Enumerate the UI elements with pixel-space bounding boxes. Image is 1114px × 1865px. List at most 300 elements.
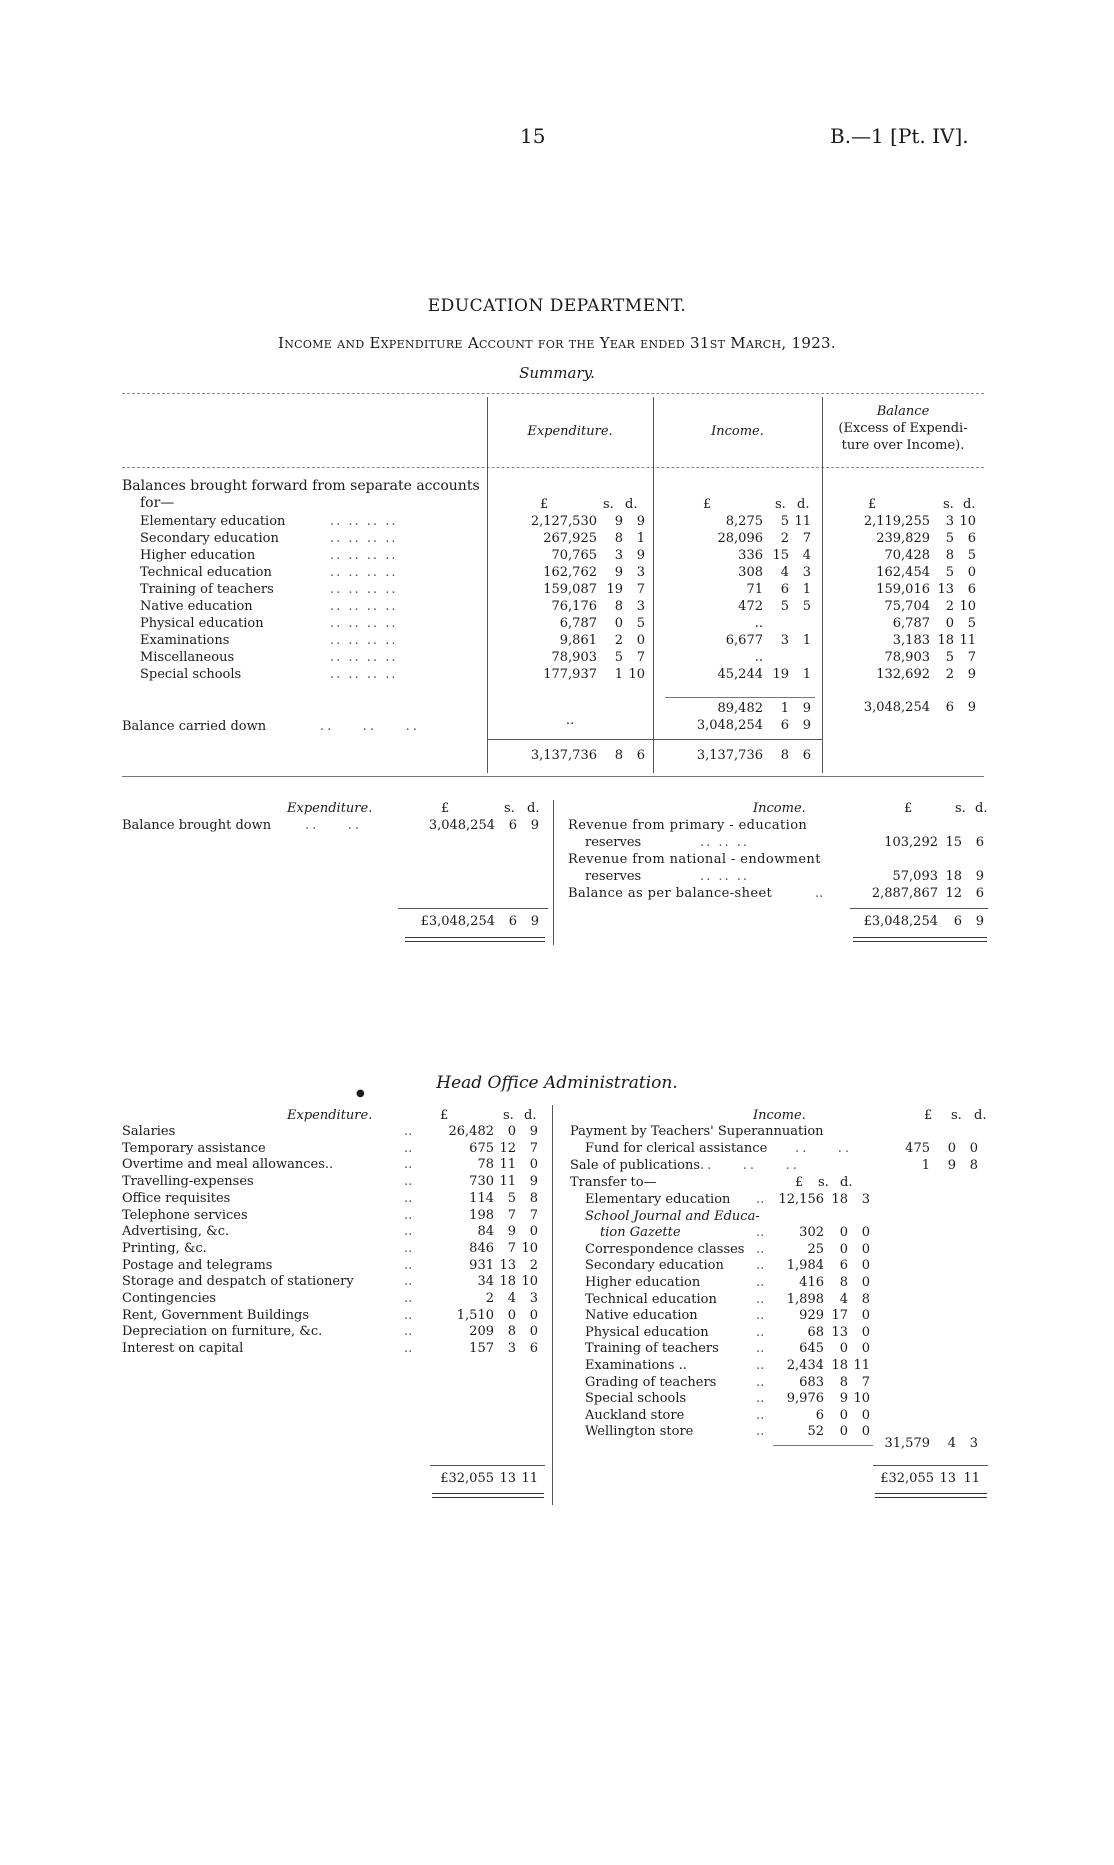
ho-payment-s: 0 <box>947 1141 956 1156</box>
balance-income-amount: 57,093 <box>892 869 938 884</box>
summary-row-label: Training of teachers <box>140 582 274 597</box>
summary-row-exp-d: 3 <box>636 565 645 580</box>
ho-transfer-s: 4 <box>839 1291 848 1307</box>
ho-transfer-s: 8 <box>839 1275 848 1290</box>
balance-exp-total-rule <box>398 908 548 909</box>
ho-transfer-s: 0 <box>839 1424 848 1440</box>
summary-row-inc: 71 <box>746 582 763 597</box>
balance-income-line <box>0 852 1114 869</box>
summary-exp-d: d. <box>625 497 638 512</box>
ho-expenditure-label: Telephone services <box>122 1207 248 1223</box>
summary-row-bal-s: 8 <box>945 548 954 563</box>
ho-inc-total-rule <box>873 1465 988 1466</box>
balance-income-s: 18 <box>945 869 962 884</box>
ho-expenditure-d: 6 <box>529 1341 538 1357</box>
ho-expenditure-s: 11 <box>499 1174 516 1190</box>
leader-dots: .. <box>756 1374 765 1390</box>
summary-row-bal-s: 5 <box>945 650 954 665</box>
summary-row-bal-s: 5 <box>945 531 954 546</box>
balance-income-line-cont <box>0 835 1114 852</box>
ho-expenditure-d: 0 <box>529 1307 538 1323</box>
leader-dots: .. .. .. .. <box>330 514 398 529</box>
ho-transfer-d: d. <box>840 1175 853 1190</box>
ho-transfer-label: Training of teachers <box>585 1341 719 1357</box>
ho-expenditure-amount: 2 <box>485 1291 494 1306</box>
summary-carried-inc-d: 9 <box>802 718 811 733</box>
ho-expenditure-label: Postage and telegrams <box>122 1257 273 1273</box>
balance-inc-total-s: 6 <box>953 914 962 929</box>
ho-transfer-row <box>0 1292 1114 1309</box>
ho-exp-heading: Expenditure. <box>287 1108 373 1123</box>
summary-row-inc-s: 19 <box>772 667 789 682</box>
leader-dots: .. <box>404 1224 413 1240</box>
ho-expenditure-amount: 26,482 <box>448 1124 494 1139</box>
leader-dots: .. <box>404 1324 413 1340</box>
leader-dots: .. .. .. .. <box>330 667 398 682</box>
summary-income-subtotal-s: 1 <box>780 701 789 716</box>
summary-row-exp-s: 0 <box>614 616 623 631</box>
ho-transfer-s: 6 <box>839 1258 848 1274</box>
summary-row-label: Examinations <box>140 633 230 648</box>
summary-row-inc-s: 5 <box>780 599 789 614</box>
balance-income-d: 6 <box>975 835 984 850</box>
ho-transfer-label: Elementary education <box>585 1192 731 1207</box>
ho-exp-double-rule <box>432 1493 544 1498</box>
summary-row-inc-d: 7 <box>802 531 811 546</box>
ho-payment-line1: Payment by Teachers' Superannuation <box>570 1124 824 1139</box>
summary-row-bal-d: 9 <box>967 667 976 682</box>
leader-dots: .. <box>756 1324 765 1340</box>
ho-transfer-label: Grading of teachers <box>585 1374 717 1390</box>
leader-dots: .. <box>404 1307 413 1323</box>
ho-expenditure-label: Office requisites <box>122 1190 231 1206</box>
summary-bottom-rule <box>122 776 984 777</box>
summary-row-inc: 308 <box>738 565 763 580</box>
summary-total-inc-d: 6 <box>802 748 811 763</box>
ho-transfer-s: 0 <box>839 1241 848 1257</box>
summary-row-exp: 6,787 <box>559 616 597 631</box>
summary-total-exp-s: 8 <box>614 748 623 763</box>
balance-exp-d: d. <box>527 801 540 816</box>
balance-income-line <box>0 886 1114 903</box>
leader-dots: .. <box>404 1207 413 1223</box>
leader-dots: .. <box>404 1157 413 1173</box>
ho-inc-heading: Income. <box>753 1108 806 1123</box>
ho-transfer-amount: 683 <box>799 1374 824 1390</box>
ho-expenditure-row <box>0 1174 1114 1191</box>
ho-expenditure-s: 3 <box>507 1341 516 1357</box>
ho-transfer-label: Wellington store <box>585 1424 694 1440</box>
balance-inc-pound: £ <box>904 801 913 816</box>
document-reference: B.—1 [Pt. IV]. <box>830 124 969 148</box>
ho-expenditure-label: Travelling-expenses <box>122 1174 254 1190</box>
balance-exp-total: £3,048,254 <box>420 914 495 929</box>
summary-row-exp-d: 5 <box>636 616 645 631</box>
summary-row-exp: 2,127,530 <box>530 514 597 529</box>
ho-transfer-s: 0 <box>839 1407 848 1423</box>
ho-transfer-d: 0 <box>861 1424 870 1440</box>
ho-expenditure-amount: 34 <box>477 1274 494 1290</box>
ho-expenditure-s: 4 <box>507 1291 516 1306</box>
ho-transfer-d: 0 <box>861 1258 870 1274</box>
balance-income-line <box>0 818 1114 835</box>
ho-transfer-amount: 12,156 <box>778 1192 824 1207</box>
summary-col-balance-line2: (Excess of Expendi- <box>838 421 968 436</box>
leader-dots: .. <box>756 1407 765 1423</box>
leader-dots: .. <box>756 1241 765 1257</box>
summary-row-exp: 9,861 <box>559 633 597 648</box>
ho-exp-total-d: 11 <box>521 1471 538 1486</box>
ho-transfer-label: Secondary education <box>585 1258 724 1274</box>
leader-dots: .. <box>756 1225 765 1241</box>
ho-expenditure-d: 0 <box>529 1157 538 1173</box>
ho-transfer-label: tion Gazette <box>600 1225 681 1241</box>
ho-expenditure-s: 18 <box>499 1274 516 1290</box>
ho-transfer-amount: 302 <box>799 1225 824 1241</box>
summary-row-bal: 3,183 <box>892 633 930 648</box>
summary-bal-pound: £ <box>868 497 877 512</box>
ho-transfer-amount: 1,898 <box>786 1291 824 1307</box>
summary-row-bal: 2,119,255 <box>863 514 930 529</box>
leader-dots: .. <box>756 1308 765 1324</box>
leader-dots: .. <box>756 1275 765 1290</box>
summary-row <box>0 599 1114 616</box>
summary-row-inc: 6,677 <box>725 633 763 648</box>
ho-expenditure-amount: 730 <box>469 1174 494 1190</box>
ho-transfer-s: 0 <box>839 1341 848 1357</box>
summary-row-bal: 132,692 <box>876 667 930 682</box>
leader-dots: .. <box>404 1274 413 1290</box>
summary-row-label: Native education <box>140 599 253 614</box>
summary-row-inc-d: 1 <box>802 667 811 682</box>
page-subtitle: Income and Expenditure Account for the Year ended 31st March, 1923. <box>278 334 836 352</box>
ho-expenditure-amount: 209 <box>469 1324 494 1340</box>
ho-expenditure-label: Contingencies <box>122 1291 217 1306</box>
ho-expenditure-s: 11 <box>499 1157 516 1173</box>
summary-row-label: Miscellaneous <box>140 650 235 665</box>
summary-row-exp-d: 9 <box>636 548 645 563</box>
ho-expenditure-s: 0 <box>507 1307 516 1323</box>
ho-transfer-d: 0 <box>861 1341 870 1357</box>
summary-row-bal-d: 10 <box>959 599 976 614</box>
summary-row-bal: 239,829 <box>876 531 930 546</box>
ho-transfer-row <box>0 1358 1114 1375</box>
leader-dots: .. <box>756 1424 765 1440</box>
summary-row-exp-s: 8 <box>614 531 623 546</box>
summary-row-exp-s: 9 <box>614 565 623 580</box>
ho-transfer-s: 13 <box>831 1324 848 1340</box>
leader-dots: .. <box>404 1190 413 1206</box>
ho-expenditure-amount: 78 <box>477 1157 494 1173</box>
ho-expenditure-label: Overtime and meal allowances.. <box>122 1157 334 1173</box>
summary-row-exp-d: 1 <box>636 531 645 546</box>
leader-dots: .. .. .. .. <box>330 548 398 563</box>
summary-row-inc: 8,275 <box>725 514 763 529</box>
summary-row-inc: 45,244 <box>717 667 763 682</box>
ho-sale-d: 8 <box>969 1158 978 1173</box>
ho-transfer-d: 0 <box>861 1308 870 1324</box>
leader-dots: .. .. .. .. <box>330 565 398 580</box>
summary-row-bal-d: 11 <box>959 633 976 648</box>
summary-row-bal-s: 2 <box>945 667 954 682</box>
ho-transfer-amount: 9,976 <box>786 1391 824 1407</box>
ho-transfer-amount: 416 <box>799 1275 824 1290</box>
summary-row <box>0 616 1114 633</box>
ho-expenditure-d: 10 <box>521 1274 538 1290</box>
ho-inc-total: £32,055 <box>880 1471 934 1486</box>
ho-inc-pound: £ <box>924 1108 933 1123</box>
leader-dots: .. .. .. .. <box>330 633 398 648</box>
ho-exp-total-rule <box>430 1465 545 1466</box>
summary-carried-bal: 3,048,254 <box>863 700 930 715</box>
ho-expenditure-s: 12 <box>499 1140 516 1156</box>
balance-brought-s: 6 <box>508 818 517 833</box>
ho-expenditure-s: 0 <box>507 1124 516 1139</box>
summary-heading: Summary. <box>519 364 595 382</box>
summary-total-inc-s: 8 <box>780 748 789 763</box>
summary-row <box>0 548 1114 565</box>
summary-col-expenditure: Expenditure. <box>527 424 613 439</box>
summary-carried-label: Balance carried down <box>122 719 267 734</box>
balance-exp-double-rule <box>405 937 545 942</box>
balance-inc-double-rule <box>853 937 987 942</box>
leader-dots: .. <box>404 1174 413 1190</box>
summary-row-bal-d: 0 <box>967 565 976 580</box>
balance-income-d: 9 <box>975 869 984 884</box>
summary-header-rule <box>122 467 984 468</box>
summary-row-bal-s: 13 <box>937 582 954 597</box>
ho-expenditure-d: 2 <box>529 1257 538 1273</box>
summary-row-exp-s: 19 <box>606 582 623 597</box>
ho-transfer-row <box>0 1341 1114 1358</box>
summary-row <box>0 565 1114 582</box>
summary-bal-s: s. <box>943 497 954 512</box>
summary-row-bal-s: 3 <box>945 514 954 529</box>
leader-dots: .. <box>756 1358 765 1373</box>
leader-dots: .. <box>404 1240 413 1256</box>
summary-row-exp: 267,925 <box>543 531 597 546</box>
summary-row-exp-d: 0 <box>636 633 645 648</box>
ho-transfer-s: 18 <box>831 1192 848 1207</box>
summary-row-inc-s: 6 <box>780 582 789 597</box>
summary-row-exp: 162,762 <box>543 565 597 580</box>
leader-dots: .. <box>756 1258 765 1274</box>
ho-transfer-amount: 1,984 <box>786 1258 824 1274</box>
leader-dots: .. <box>756 1341 765 1357</box>
ho-exp-total: £32,055 <box>440 1471 494 1486</box>
leader-dots: .. <box>404 1341 413 1357</box>
ho-transfer-total-s: 4 <box>947 1436 956 1451</box>
summary-row-inc-d: 11 <box>794 514 811 529</box>
leader-dots: .. <box>404 1140 413 1156</box>
summary-row-exp-s: 5 <box>614 650 623 665</box>
ho-exp-s: s. <box>503 1108 514 1123</box>
summary-row-label: Technical education <box>140 565 272 580</box>
summary-row-inc-s: 4 <box>780 565 789 580</box>
summary-row <box>0 531 1114 548</box>
ho-expenditure-d: 0 <box>529 1324 538 1340</box>
leader-dots: .. .. .. .. <box>330 599 398 614</box>
balance-brought-label: Balance brought down <box>122 818 272 833</box>
balance-inc-total: £3,048,254 <box>863 914 938 929</box>
summary-col-balance: Balance <box>876 404 930 419</box>
summary-row-inc-d: 4 <box>802 548 811 563</box>
ho-expenditure-label: Interest on capital <box>122 1341 244 1357</box>
leader-dots: .. <box>404 1257 413 1273</box>
ho-exp-d: d. <box>524 1108 537 1123</box>
summary-row-exp-s: 9 <box>614 514 623 529</box>
ho-inc-double-rule <box>875 1493 987 1498</box>
summary-row <box>0 667 1114 684</box>
summary-carried-bal-d: 9 <box>967 700 976 715</box>
summary-row-exp: 177,937 <box>543 667 597 682</box>
ho-expenditure-s: 8 <box>507 1324 516 1340</box>
summary-carried-bal-s: 6 <box>945 700 954 715</box>
balance-income-amount: 2,887,867 <box>871 886 938 901</box>
ho-expenditure-label: Printing, &c. <box>122 1240 207 1256</box>
summary-carried-inc: 3,048,254 <box>696 718 763 733</box>
summary-row-exp: 159,087 <box>543 582 597 597</box>
ho-exp-pound: £ <box>440 1108 449 1123</box>
summary-col-balance-line3: ture over Income). <box>841 438 965 453</box>
summary-row-bal-d: 10 <box>959 514 976 529</box>
ho-expenditure-label: Depreciation on furniture, &c. <box>122 1324 323 1340</box>
summary-income-subtotal-rule <box>665 697 815 698</box>
summary-col-income: Income. <box>711 424 764 439</box>
ho-transfer-d: 10 <box>853 1391 870 1407</box>
ho-transfer-label: Special schools <box>585 1391 687 1407</box>
ho-sale-s: 9 <box>947 1158 956 1173</box>
ho-transfer-row <box>0 1275 1114 1292</box>
summary-row-bal-d: 7 <box>967 650 976 665</box>
ho-expenditure-s: 13 <box>499 1257 516 1273</box>
ho-transfer-amount: 2,434 <box>786 1358 824 1373</box>
summary-row-bal: 70,428 <box>884 548 930 563</box>
summary-row-exp-s: 2 <box>614 633 623 648</box>
summary-row-bal-d: 5 <box>967 548 976 563</box>
ho-transfer-s: 17 <box>831 1308 848 1324</box>
balance-income-s: 12 <box>945 886 962 901</box>
ho-exp-total-s: 13 <box>499 1471 516 1486</box>
ho-expenditure-amount: 931 <box>469 1257 494 1273</box>
summary-row-exp-d: 7 <box>636 650 645 665</box>
summary-row-bal: 75,704 <box>884 599 930 614</box>
ho-inc-d: d. <box>974 1108 987 1123</box>
summary-row-exp: 70,765 <box>551 548 597 563</box>
summary-income-subtotal-d: 9 <box>802 701 811 716</box>
summary-row-label: Higher education <box>140 548 256 563</box>
summary-total-inc: 3,137,736 <box>696 748 763 763</box>
ho-transfer-label: Auckland store <box>585 1407 685 1423</box>
summary-row <box>0 514 1114 531</box>
leader-dots: .. <box>815 886 824 901</box>
ho-expenditure-s: 7 <box>507 1207 516 1223</box>
summary-row-inc-d: 1 <box>802 633 811 648</box>
summary-row-inc-s: 3 <box>780 633 789 648</box>
summary-row-inc: 472 <box>738 599 763 614</box>
summary-row-bal-s: 0 <box>945 616 954 631</box>
ho-expenditure-d: 0 <box>529 1224 538 1240</box>
summary-inc-d: d. <box>797 497 810 512</box>
ho-transfer-label: Technical education <box>585 1291 717 1307</box>
summary-row-label: Special schools <box>140 667 242 682</box>
summary-row-bal: 159,016 <box>876 582 930 597</box>
summary-row-inc-d: 3 <box>802 565 811 580</box>
ho-inc-s: s. <box>951 1108 962 1123</box>
leader-dots: .. <box>404 1124 413 1139</box>
ho-transfer-d: 0 <box>861 1324 870 1340</box>
balance-income-amount: 103,292 <box>884 835 938 850</box>
ho-transfer-s: 18 <box>831 1358 848 1373</box>
balance-exp-s: s. <box>504 801 515 816</box>
summary-row-bal: 6,787 <box>892 616 930 631</box>
summary-row-inc-s: 5 <box>780 514 789 529</box>
summary-row-exp-d: 7 <box>636 582 645 597</box>
summary-row-exp-d: 10 <box>628 667 645 682</box>
summary-row-inc: .. <box>754 650 763 665</box>
ho-transfer-row <box>0 1225 1114 1242</box>
ho-expenditure-amount: 198 <box>469 1207 494 1223</box>
ho-expenditure-d: 10 <box>521 1240 538 1256</box>
ho-sale-label: Sale of publications <box>570 1158 701 1173</box>
ho-transfer-row <box>0 1375 1114 1392</box>
ho-expenditure-s: 9 <box>507 1224 516 1240</box>
summary-row-bal: 162,454 <box>876 565 930 580</box>
leader-dots: .. <box>756 1192 765 1207</box>
ho-expenditure-label: Salaries <box>122 1124 176 1139</box>
balance-income-line-cont <box>0 869 1114 886</box>
balance-income-label: Balance as per balance-sheet <box>568 886 773 901</box>
balance-income-d: 6 <box>975 886 984 901</box>
ho-transfer-label: Correspondence classes <box>585 1241 745 1257</box>
balance-brought-d: 9 <box>530 818 539 833</box>
ho-transfer-label: Transfer to— <box>570 1175 657 1190</box>
ho-expenditure-amount: 114 <box>469 1190 494 1206</box>
summary-total-exp: 3,137,736 <box>530 748 597 763</box>
balance-income-s: 15 <box>945 835 962 850</box>
balance-income-label: Revenue from national - endowment <box>568 852 821 867</box>
balance-inc-heading: Income. <box>753 801 806 816</box>
ho-transfer-amount: 6 <box>815 1407 824 1423</box>
leader-dots: .. <box>756 1291 765 1307</box>
ho-transfer-amount: 52 <box>807 1424 824 1440</box>
summary-income-subtotal: 89,482 <box>717 701 763 716</box>
summary-row <box>0 650 1114 667</box>
summary-row-inc-d: 1 <box>802 582 811 597</box>
ho-expenditure-row <box>0 1124 1114 1141</box>
ho-transfer-row <box>0 1258 1114 1275</box>
summary-row-label: Elementary education <box>140 514 286 529</box>
ho-transfer-label: Examinations .. <box>585 1358 687 1373</box>
balance-inc-s: s. <box>955 801 966 816</box>
summary-row-bal-s: 18 <box>937 633 954 648</box>
summary-carried-inc-s: 6 <box>780 718 789 733</box>
leader-dots: .. .. .. .. <box>330 650 398 665</box>
ho-transfer-s: s. <box>818 1175 829 1190</box>
balance-exp-total-s: 6 <box>508 914 517 929</box>
ho-expenditure-d: 7 <box>529 1140 538 1156</box>
ho-transfer-d: 0 <box>861 1225 870 1241</box>
ho-payment-amount: 475 <box>905 1141 930 1156</box>
leader-dots: .. .. .. .. <box>330 582 398 597</box>
leader-dots: .. .. .. .. <box>330 616 398 631</box>
ho-expenditure-amount: 84 <box>477 1224 494 1240</box>
ho-transfer-amount: 68 <box>807 1324 824 1340</box>
ho-transfer-s: 9 <box>839 1391 848 1407</box>
balance-income-label-cont: reserves <box>585 869 642 884</box>
ho-transfer-label: Native education <box>585 1308 698 1324</box>
summary-bal-d: d. <box>963 497 976 512</box>
